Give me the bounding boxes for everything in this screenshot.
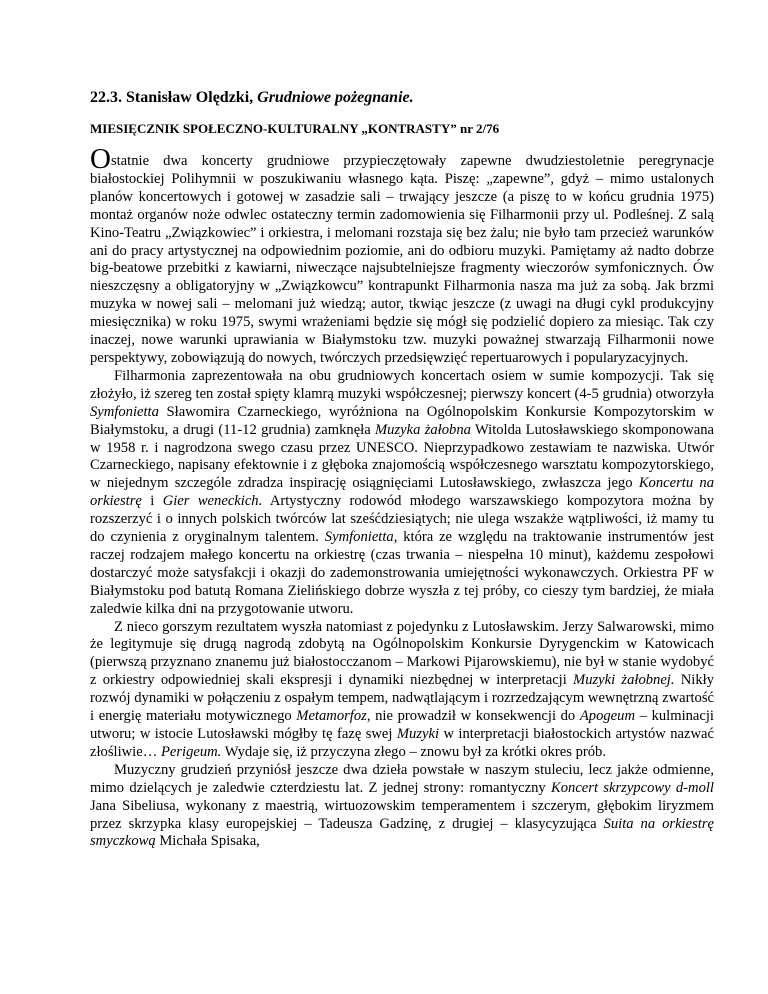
paragraph-text: i (141, 493, 163, 510)
drop-cap: O (90, 143, 111, 175)
paragraph-text: Filharmonia zaprezentowała na obu grudniowych koncertach osiem w sumie kompozycji. Tak się złożyło, iż szereg ten został spięty klamrą muzyki współczesnej; pierwszy koncert (4-5 grudnia) otworzyła (90, 367, 714, 402)
title-italic: Grudniowe pożegnanie. (257, 89, 414, 106)
work-title: Muzyki (396, 726, 440, 742)
paragraph-text: Artystyczny rodowód młodego warszawskiego kompozytora można by rozszerzyć i o innych polskich twórców lat sześćdziesiątych; nie ulega wszakże wątpliwości, iż mamy tu do czynienia z oryginalnym talentem. (90, 493, 714, 546)
work-title: Symfonietta (324, 529, 394, 546)
work-title: Muzyka żałobna (375, 421, 471, 438)
paragraph-3 (90, 619, 714, 762)
paragraph-text: Muzyczny grudzień przyniósł jeszcze dwa dzieła powstałe w naszym stuleciu, lecz jakże odmienne, mimo dzielących je zaledwie czterdziestu lat. Z jednej strony: romantyczny (90, 761, 714, 796)
paragraph-1-text: statnie dwa koncerty grudniowe przypieczętowały zapewne dwudziestoletnie peregrynacje białostockiej Polihymnii w poszukiwaniu własnego kąta. Piszę: „zapewne”, gdyż – mimo ustalonych planów koncertowych i gotowej w zasadzie sali – trwający jeszcze (a piszę to w końcu grudnia 1975) montaż organów noże odwlec ostateczny termin zadomowienia się Filharmonii przy ul. Podleśnej. Z salą Kino-Teatru „Związkowiec” i orkiestra, i melomani rozstaja się bez żalu; nie było tam przecież warunków ani do pracy artystycznej na odpowiednim poziomie, ani do odbioru muzyki. Pamiętamy aż nadto dobrze big-beatowe przebitki z kawiarni, niweczące najsubtelniejsze fragmenty wieczorów symfonicznych. Ów nieszczęsny a obligatoryjny w „Związkowcu” kontrapunkt Filharmonia nasza ma już za sobą. Jak brzmi muzyka w nowej sali – melomani już wiedzą; autor, tkwiąc jeszcze (z uwagi na długi cykl produkcyjny miesięcznika) w roku 1975, swymi wrażeniami będzie się mógł się podzielić dopiero za miesiąc. Tak czy inaczej, nowe warunki uprawiania w Białymstoku tzw. muzyki poważnej stwarzają Filharmonii nowe perspektywy, zobowiązują do nowych, twórczych przedsięwzięć repertuarowych i popularyzacyjnych. (90, 153, 714, 366)
paragraph-text: Witolda Lutosławskiego skomponowana w 1958 r. i nagrodzona swego czasu przez UNESCO. Nieprzypadkowo zestawiam te nazwiska. Utwór Czarneckiego, napisany efektownie i z głęboka znajomością współczesnego warsztatu kompozytorskiego, w niejednym szczególe zdradza inspirację osiągnięciami Lutosławskiego, zwłaszcza jego (90, 421, 714, 492)
paragraph-text: Wydaje się, iż przyczyna złego – znowu był za krótki okres prób. (221, 743, 606, 760)
work-title: Perigeum. (160, 743, 222, 760)
paragraph-text: , nie prowadził w konsekwencji do (366, 708, 580, 725)
paragraph-1 (90, 143, 714, 368)
paragraph-text: Sławomira Czarneckiego, wyróżniona na Ogólnopolskim Konkursie Kompozytorskim w Białymstoku, a drugi (11-12 grudnia) zamknęła (90, 403, 714, 438)
paragraph-text: , która ze względu na traktowanie instrumentów jest raczej rodzajem małego koncertu na orkiestrę (czas trwania – niespełna 10 minut), każdemu zespołowi dostarczyć może satysfakcji i okazji do zademonstrowania umiejętności wykonawczych. Orkiestra PF w Białymstoku pod batutą Romana Zielińskiego dobrze wyszła z tej próby, co cieszy tym bardziej, że miała zaledwie kilka dni na przygotowanie utworu. (90, 529, 714, 617)
work-title: Gier weneckich. (162, 493, 263, 510)
work-title: Suita na orkiestrę smyczkową (90, 815, 714, 850)
paragraph-text: Z nieco gorszym rezultatem wyszła natomiast z pojedynku z Lutosławskim. Jerzy Salwarowski, mimo że legitymuje się drugą nagrodą zdobytą na Ogólnopolskim Konkursie Dyrygenckim w Katowicach (pierwszą przyznano znanemu już białostocczanom – Markowi Pijarowskiemu), nie był w stanie wydobyć z orkiestry odpowiedniej skali ekspresji i dynamiki niezbędnej w interpretacji (90, 618, 714, 689)
title-prefix: 22.3. Stanisław Olędzki, (90, 89, 258, 106)
work-title: Koncertu na orkiestrę (90, 475, 714, 510)
paragraph-text: Michała Spisaka, (155, 833, 260, 850)
paragraph-text: Jana Sibeliusa, wykonany z maestrią, wirtuozowskim temperamentem i szczerym, głębokim liryzmem przez skrzypka klasy europejskiej – Tadeusza Gadzinę, z drugiej – klasycyzująca (90, 797, 714, 832)
work-title: Koncert skrzypcowy d-moll (551, 779, 714, 796)
paragraph-text: w interpretacji białostockich artystów nazwać złośliwie… (90, 726, 714, 760)
paragraph-text: – kulminacji utworu; w istocie Lutosławski mógłby tę fazę swej (90, 708, 714, 742)
article-body (90, 143, 714, 851)
paragraph-text: Nikły rozwój dynamiki w połączeniu z ospałym tempem, nadwątlającym i rozrzedzającym wewnętrzną zwartość i energię materiału motywicznego (90, 672, 714, 725)
work-title: Symfonietta (90, 403, 159, 420)
source-line: MIESIĘCZNIK SPOŁECZNO-KULTURALNY „KONTRASTY” nr 2/76 (90, 121, 500, 136)
article-title (90, 89, 414, 107)
work-title: Metamorfoz (296, 708, 367, 725)
work-title: Muzyki żałobnej. (573, 672, 675, 689)
work-title: Apogeum (579, 708, 635, 725)
paragraph-2 (90, 368, 714, 619)
paragraph-4 (90, 762, 714, 852)
